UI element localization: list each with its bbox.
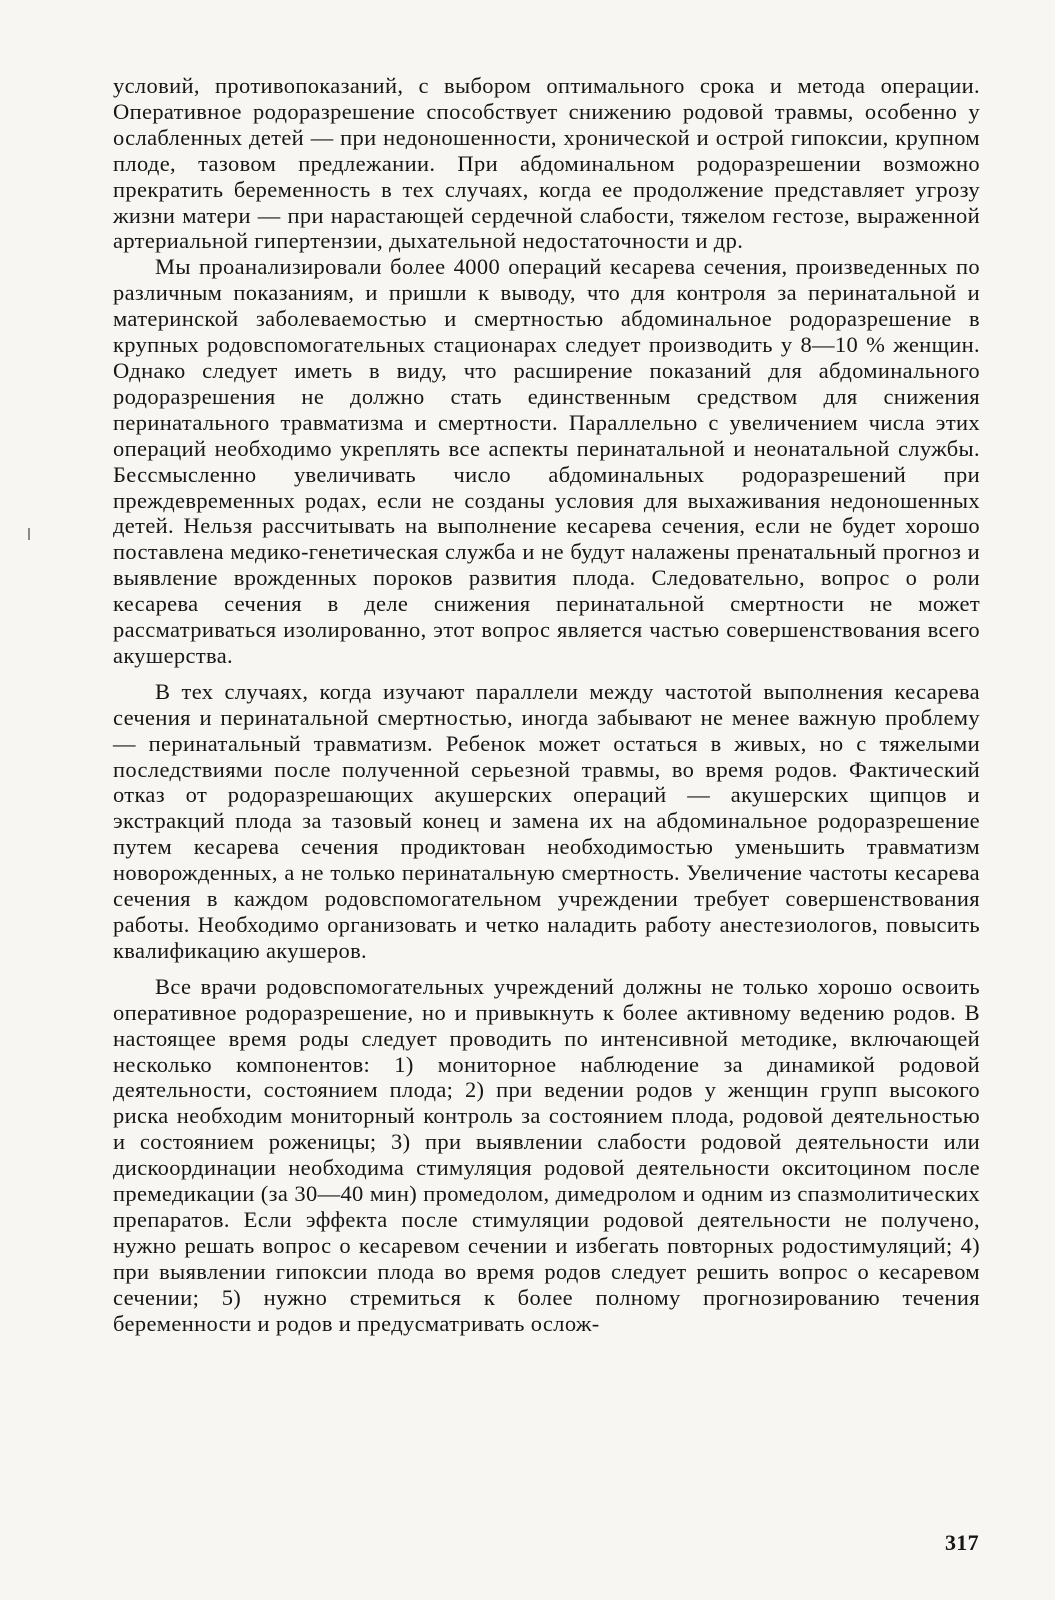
- page-number: 317: [944, 1530, 979, 1555]
- paragraph-2: Мы проанализировали более 4000 операций кесарева сечения, произведенных по различным показаниям, и пришли к выводу, что для контроля за перинатальной и материнской заболеваемостью и смертностью абдоминальное родоразрешение в крупных родовспомогательных стационарах следует производить у 8—10 % женщин. Однако следует иметь в виду, что расширение показаний для абдоминального родоразрешения не должно стать единственным средством для снижения перинатального травматизма и смертности. Параллельно с увеличением числа этих операций необходимо укреплять все аспекты перинатальной и неонатальной службы. Бессмысленно увеличивать число абдоминальных родоразрешений при преждевременных родах, если не созданы условия для выхаживания недоношенных детей. Нельзя рассчитывать на выполнение кесарева сечения, если не будет хорошо поставлена медико-генетическая служба и не будут налажены пренатальный прогноз и выявление врожденных пороков развития плода. Следовательно, вопрос о роли кесарева сечения в деле снижения перинатальной смертности не может рассматриваться изолированно, этот вопрос является частью совершенствования всего акушерства.: [113, 254, 980, 668]
- scan-artifact-mark: [28, 528, 30, 540]
- paragraph-1: условий, противопоказаний, с выбором оптимального срока и метода операции. Оперативное родоразрешение способствует снижению родовой травмы, особенно у ослабленных детей — при недоношенности, хронической и острой гипоксии, крупном плоде, тазовом предлежании. При абдоминальном родоразрешении возможно прекратить беременность в тех случаях, когда ее продолжение представляет угрозу жизни матери — при нарастающей сердечной слабости, тяжелом гестозе, выраженной артериальной гипертензии, дыхательной недостаточности и др.: [113, 73, 980, 254]
- paragraph-4: Все врачи родовспомогательных учреждений должны не только хорошо освоить оперативное родоразрешение, но и привыкнуть к более активному ведению родов. В настоящее время роды следует проводить по интенсивной методике, включающей несколько компонентов: 1) мониторное наблюдение за динамикой родовой деятельности, состоянием плода; 2) при ведении родов у женщин групп высокого риска необходим мониторный контроль за состоянием плода, родовой деятельностью и состоянием роженицы; 3) при выявлении слабости родовой деятельности или дискоординации необходима стимуляция родовой деятельности окситоцином после премедикации (за 30—40 мин) промедолом, димедролом и одним из спазмолитических препаратов. Если эффекта после стимуляции родовой деятельности не получено, нужно решать вопрос о кесаревом сечении и избегать повторных родостимуляций; 4) при выявлении гипоксии плода во время родов следует решить вопрос о кесаревом сечении; 5) нужно стремиться к более полному прогнозированию течения беременности и родов и предусматривать ослож-: [113, 973, 980, 1336]
- paragraph-3: В тех случаях, когда изучают параллели между частотой выполнения кесарева сечения и перинатальной смертностью, иногда забывают не менее важную проблему — перинатальный травматизм. Ребенок может остаться в живых, но с тяжелыми последствиями после полученной серьезной травмы, во время родов. Фактический отказ от родоразрешающих акушерских операций — акушерских щипцов и экстракций плода за тазовый конец и замена их на абдоминальное родоразрешение путем кесарева сечения продиктован необходимостью уменьшить травматизм новорожденных, а не только перинатальную смертность. Увеличение частоты кесарева сечения в каждом родовспомогательном учреждении требует совершенствования работы. Необходимо организовать и четко наладить работу анестезиологов, повысить квалификацию акушеров.: [113, 678, 980, 963]
